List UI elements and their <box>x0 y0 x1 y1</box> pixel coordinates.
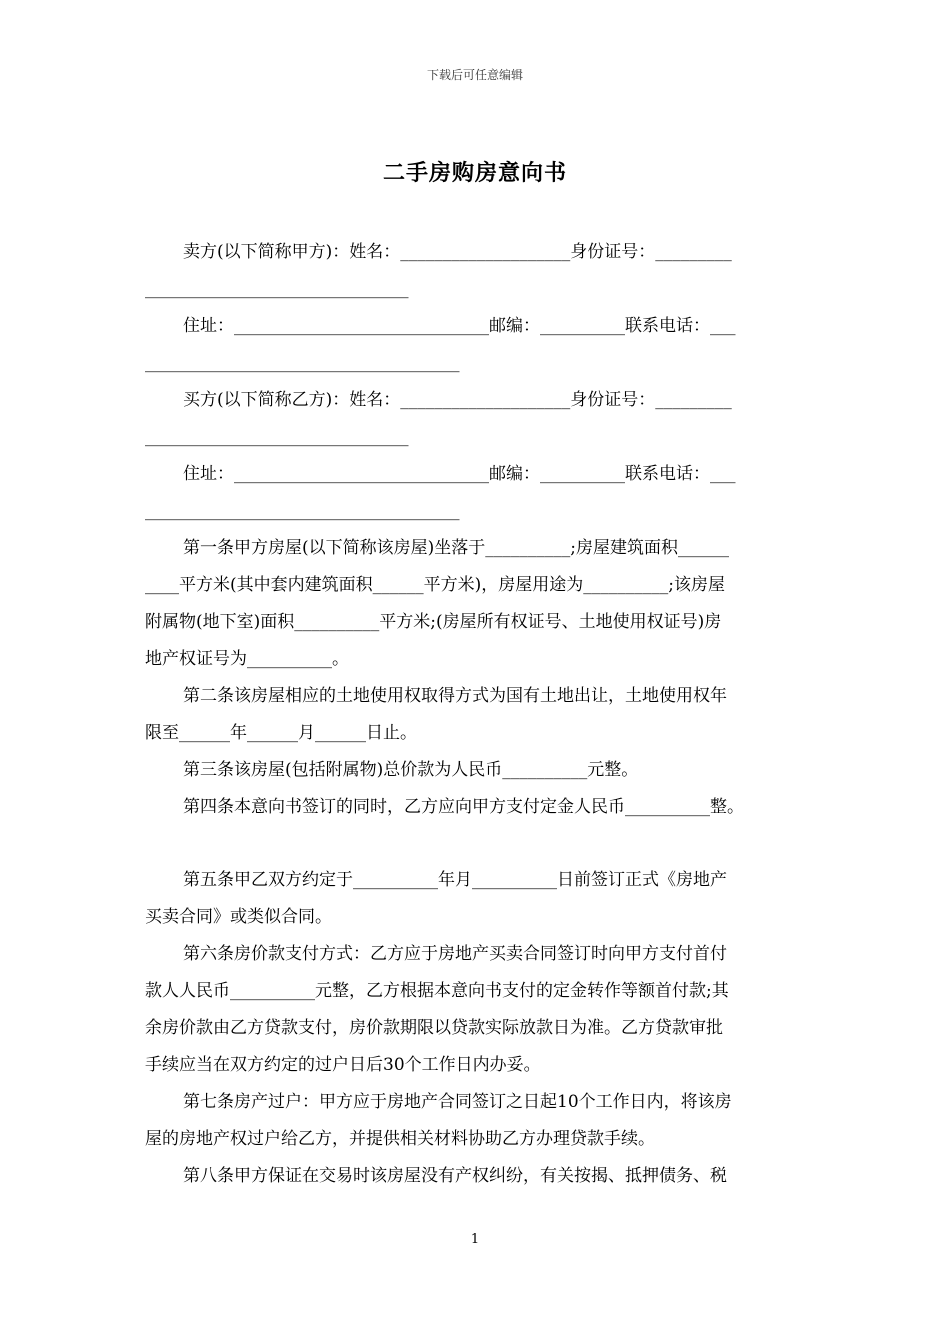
clause-5-line: 买卖合同》或类似合同。 <box>145 907 332 927</box>
clause-1-line: 第一条甲方房屋(以下简称该房屋)坐落于__________;房屋建筑面积______ <box>183 538 729 558</box>
clause-6-line: 款人人民币__________元整，乙方根据本意向书支付的定金转作等额首付款;其 <box>145 981 729 1001</box>
header-note: 下载后可任意编辑 <box>426 68 523 82</box>
document-body <box>145 234 810 1195</box>
seller-address-line: 住址：______________________________邮编：__________联系电话：___ <box>183 316 736 336</box>
page-number: 1 <box>470 1232 480 1247</box>
buyer-name-cont: _______________________________ <box>145 427 409 447</box>
clause-2-line: 限至______年______月______日止。 <box>145 723 417 743</box>
clause-8-line: 第八条甲方保证在交易时该房屋没有产权纠纷，有关按揭、抵押债务、税 <box>183 1166 727 1186</box>
clause-2-line: 第二条该房屋相应的土地使用权取得方式为国有土地出让，土地使用权年 <box>183 686 727 706</box>
buyer-address-cont: _____________________________________ <box>145 501 460 521</box>
clause-7-line: 屋的房地产权过户给乙方，并提供相关材料协助乙方办理贷款手续。 <box>145 1129 655 1149</box>
clause-1-line: 附属物(地下室)面积__________平方米;(房屋所有权证号、土地使用权证号)房 <box>145 612 722 632</box>
seller-name-line: 卖方(以下简称甲方)：姓名：____________________身份证号：_________ <box>183 242 732 262</box>
seller-name-cont: _______________________________ <box>145 279 409 299</box>
clause-7-line: 第七条房产过户：甲方应于房地产合同签订之日起10个工作日内，将该房 <box>183 1092 732 1112</box>
clause-1-line: ____平方米(其中套内建筑面积______平方米)，房屋用途为__________;该房屋 <box>145 575 725 595</box>
buyer-name-line: 买方(以下简称乙方)：姓名：____________________身份证号：_________ <box>183 390 732 410</box>
clause-1-line: 地产权证号为__________。 <box>145 649 349 669</box>
clause-6-line: 余房价款由乙方贷款支付，房价款期限以贷款实际放款日为准。乙方贷款审批 <box>145 1018 723 1038</box>
clause-6-line: 手续应当在双方约定的过户日后30个工作日内办妥。 <box>145 1055 541 1075</box>
seller-address-cont: _____________________________________ <box>145 353 460 373</box>
clause-5-line: 第五条甲乙双方约定于__________年月__________日前签订正式《房地产 <box>183 870 727 890</box>
paragraph-gap <box>145 826 810 862</box>
clause-4-line: 第四条本意向书签订的同时，乙方应向甲方支付定金人民币__________整。 <box>183 797 744 817</box>
document-title: 二手房购房意向书 <box>382 160 567 186</box>
buyer-address-line: 住址：______________________________邮编：__________联系电话：___ <box>183 464 736 484</box>
clause-6-line: 第六条房价款支付方式：乙方应于房地产买卖合同签订时向甲方支付首付 <box>183 944 727 964</box>
clause-3-line: 第三条该房屋(包括附属物)总价款为人民币__________元整。 <box>183 760 639 780</box>
